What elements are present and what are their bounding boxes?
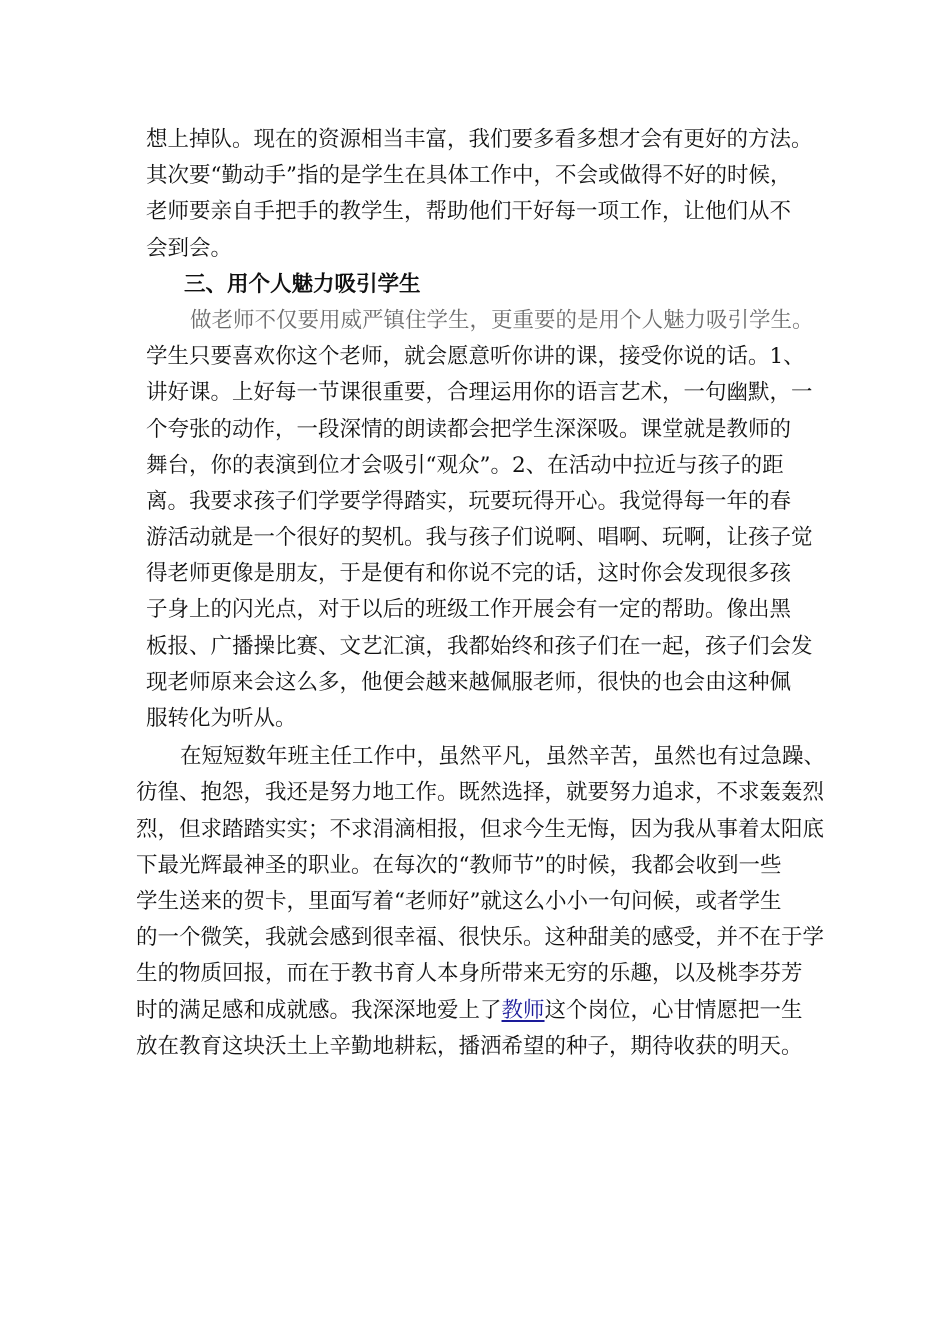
text-line: 板报、广播操比赛、文艺汇演，我都始终和孩子们在一起，孩子们会发 (146, 633, 813, 659)
document-body (136, 122, 826, 1065)
link-line-after: 这个岗位，心甘情愿把一生 (544, 997, 803, 1023)
text-line: 现老师原来会这么多，他便会越来越佩服老师，很快的也会由这种佩 (146, 669, 792, 695)
text-line: 老师要亲自手把手的教学生，帮助他们干好每一项工作，让他们从不 (146, 199, 792, 225)
text-line: 烈，但求踏踏实实；不求涓滴相报，但求今生无悔，因为我从事着太阳底 (136, 816, 825, 842)
text-line-first: 在短短数年班主任工作中，虽然平凡，虽然辛苦，虽然也有过急躁、 (180, 744, 826, 770)
text-line: 游活动就是一个很好的契机。我与孩子们说啊、唱啊、玩啊，让孩子觉 (146, 525, 813, 551)
section-heading-text: 三、用个人魅力吸引学生 (184, 271, 421, 297)
text-line: 其次要“勤动手”指的是学生在具体工作中，不会或做得不好的时候， (146, 163, 792, 189)
text-line: 得老师更像是朋友，于是便有和你说不完的话，这时你会发现很多孩 (146, 561, 792, 587)
text-line: 下最光辉最神圣的职业。在每次的“教师节”的时候，我都会收到一些 (136, 852, 782, 878)
text-line-last: 放在教育这块沃土上辛勤地耕耘，播洒希望的种子，期待收获的明天。 (136, 1033, 803, 1059)
text-line: 舞台，你的表演到位才会吸引“观众”。2、在活动中拉近与孩子的距 (146, 452, 784, 478)
section-heading (136, 267, 826, 303)
text-line: 想上掉队。现在的资源相当丰富，我们要多看多想才会有更好的方法。 (146, 127, 813, 152)
text-line-with-link (136, 993, 826, 1029)
text-line: 子身上的闪光点，对于以后的班级工作开展会有一定的帮助。像出黑 (146, 597, 792, 623)
text-line-first: 做老师不仅要用威严镇住学生，更重要的是用个人魅力吸引学生。 (190, 307, 814, 333)
text-line: 的一个微笑，我就会感到很幸福、很快乐。这种甜美的感受，并不在于学 (136, 925, 825, 951)
text-line: 学生只要喜欢你这个老师，就会愿意听你讲的课，接受你说的话。1、 (146, 344, 805, 370)
teacher-link[interactable]: 教师 (501, 997, 545, 1023)
text-line: 个夸张的动作，一段深情的朗读都会把学生深深吸。课堂就是教师的 (146, 416, 792, 442)
text-line: 学生送来的贺卡，里面写着“老师好”就这么小小一句问候，或者学生 (136, 888, 782, 914)
paragraph-2 (136, 303, 826, 737)
paragraph-1 (136, 122, 826, 267)
text-line: 生的物质回报，而在于教书育人本身所带来无穷的乐趣，以及桃李芬芳 (136, 961, 803, 987)
paragraph-3 (136, 739, 826, 1065)
text-line: 离。我要求孩子们学要学得踏实，玩要玩得开心。我觉得每一年的春 (146, 488, 792, 514)
link-line-before: 时的满足感和成就感。我深深地爱上了 (136, 997, 502, 1023)
text-line: 讲好课。上好每一节课很重要，合理运用你的语言艺术，一句幽默，一 (146, 380, 813, 406)
text-line: 会到会。 (146, 235, 233, 261)
text-line: 彷徨、抱怨，我还是努力地工作。既然选择，就要努力追求，不求轰轰烈 (136, 780, 825, 806)
text-line: 服转化为听从。 (146, 706, 297, 731)
